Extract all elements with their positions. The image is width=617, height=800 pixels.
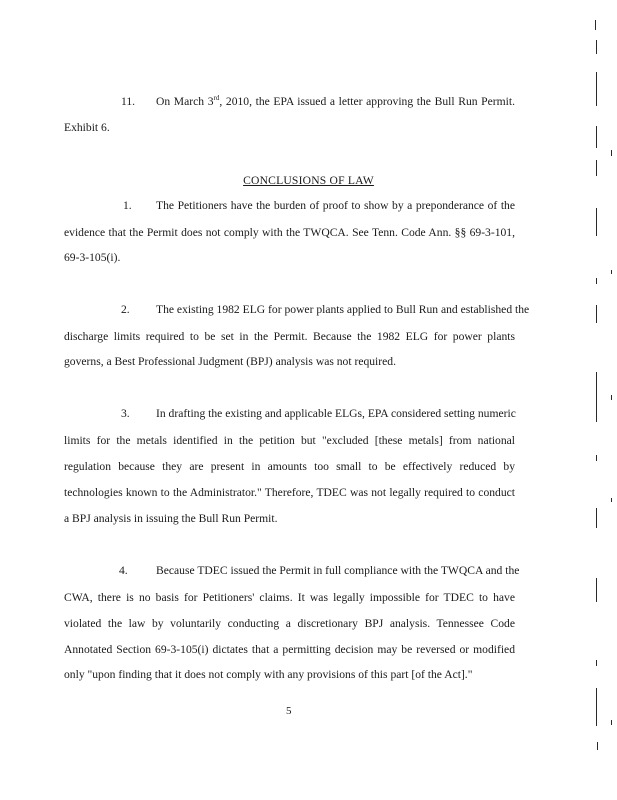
paragraph-line: Annotated Section 69-3-105(i) dictates that a permitting decision may be reversed or modified bbox=[64, 643, 515, 656]
scan-mark bbox=[611, 270, 612, 274]
paragraph-line: a BPJ analysis in issuing the Bull Run Permit. bbox=[64, 512, 278, 525]
paragraph-line: governs, a Best Professional Judgment (BPJ) analysis was not required. bbox=[64, 355, 396, 368]
scan-mark bbox=[596, 660, 597, 666]
scan-mark bbox=[597, 742, 598, 750]
paragraph-line: CWA, there is no basis for Petitioners' claims. It was legally impossible for TDEC to have bbox=[64, 591, 515, 604]
paragraph-line: The existing 1982 ELG for power plants applied to Bull Run and established the bbox=[156, 303, 530, 316]
scan-mark bbox=[596, 305, 597, 323]
paragraph-line: violated the law by voluntarily conducting a discretionary BPJ analysis. Tennessee Code bbox=[64, 617, 515, 630]
scan-mark bbox=[596, 688, 597, 726]
paragraph-line: limits for the metals identified in the petition but "excluded [these metals] from national bbox=[64, 434, 515, 447]
scan-mark bbox=[596, 40, 597, 54]
paragraph-line: 69-3-105(i). bbox=[64, 251, 121, 264]
paragraph-line: evidence that the Permit does not comply with the TWQCA. See Tenn. Code Ann. §§ 69-3-101, bbox=[64, 226, 515, 239]
scan-mark bbox=[596, 160, 597, 176]
paragraph-line: regulation because they are present in amounts too small to be effectively reduced by bbox=[64, 460, 515, 473]
paragraph-line: discharge limits required to be set in the Permit. Because the 1982 ELG for power plants bbox=[64, 330, 515, 343]
paragraph-number: 3. bbox=[121, 407, 130, 420]
scan-mark bbox=[611, 720, 612, 725]
section-heading: CONCLUSIONS OF LAW bbox=[243, 174, 374, 187]
paragraph-line: only "upon finding that it does not comply with any provisions of this part [of the Act]." bbox=[64, 668, 473, 681]
scan-mark bbox=[596, 278, 597, 284]
paragraph-line: On March 3rd, 2010, the EPA issued a letter approving the Bull Run Permit. bbox=[156, 94, 515, 108]
scan-mark bbox=[611, 498, 612, 502]
paragraph-line: Because TDEC issued the Permit in full compliance with the TWQCA and the bbox=[156, 564, 520, 577]
scan-mark bbox=[596, 372, 597, 422]
paragraph-number: 2. bbox=[121, 303, 130, 316]
paragraph-number: 4. bbox=[119, 564, 128, 577]
scan-mark bbox=[596, 578, 597, 602]
paragraph-line: In drafting the existing and applicable ELGs, EPA considered setting numeric bbox=[156, 407, 516, 420]
paragraph-number: 1. bbox=[123, 199, 132, 212]
paragraph-number: 11. bbox=[121, 95, 136, 108]
scan-mark bbox=[596, 208, 597, 236]
scan-mark bbox=[596, 508, 597, 528]
scan-mark bbox=[611, 395, 612, 400]
paragraph-line: technologies known to the Administrator." Therefore, TDEC was not legally required to conduct bbox=[64, 486, 515, 499]
scan-mark bbox=[611, 150, 612, 156]
scan-mark bbox=[596, 126, 597, 148]
page-number: 5 bbox=[286, 705, 292, 717]
scan-mark bbox=[595, 20, 596, 30]
paragraph-line: The Petitioners have the burden of proof to show by a preponderance of the bbox=[156, 199, 515, 212]
paragraph-line: Exhibit 6. bbox=[64, 121, 110, 134]
scan-mark bbox=[596, 72, 597, 106]
scan-mark bbox=[596, 455, 597, 461]
